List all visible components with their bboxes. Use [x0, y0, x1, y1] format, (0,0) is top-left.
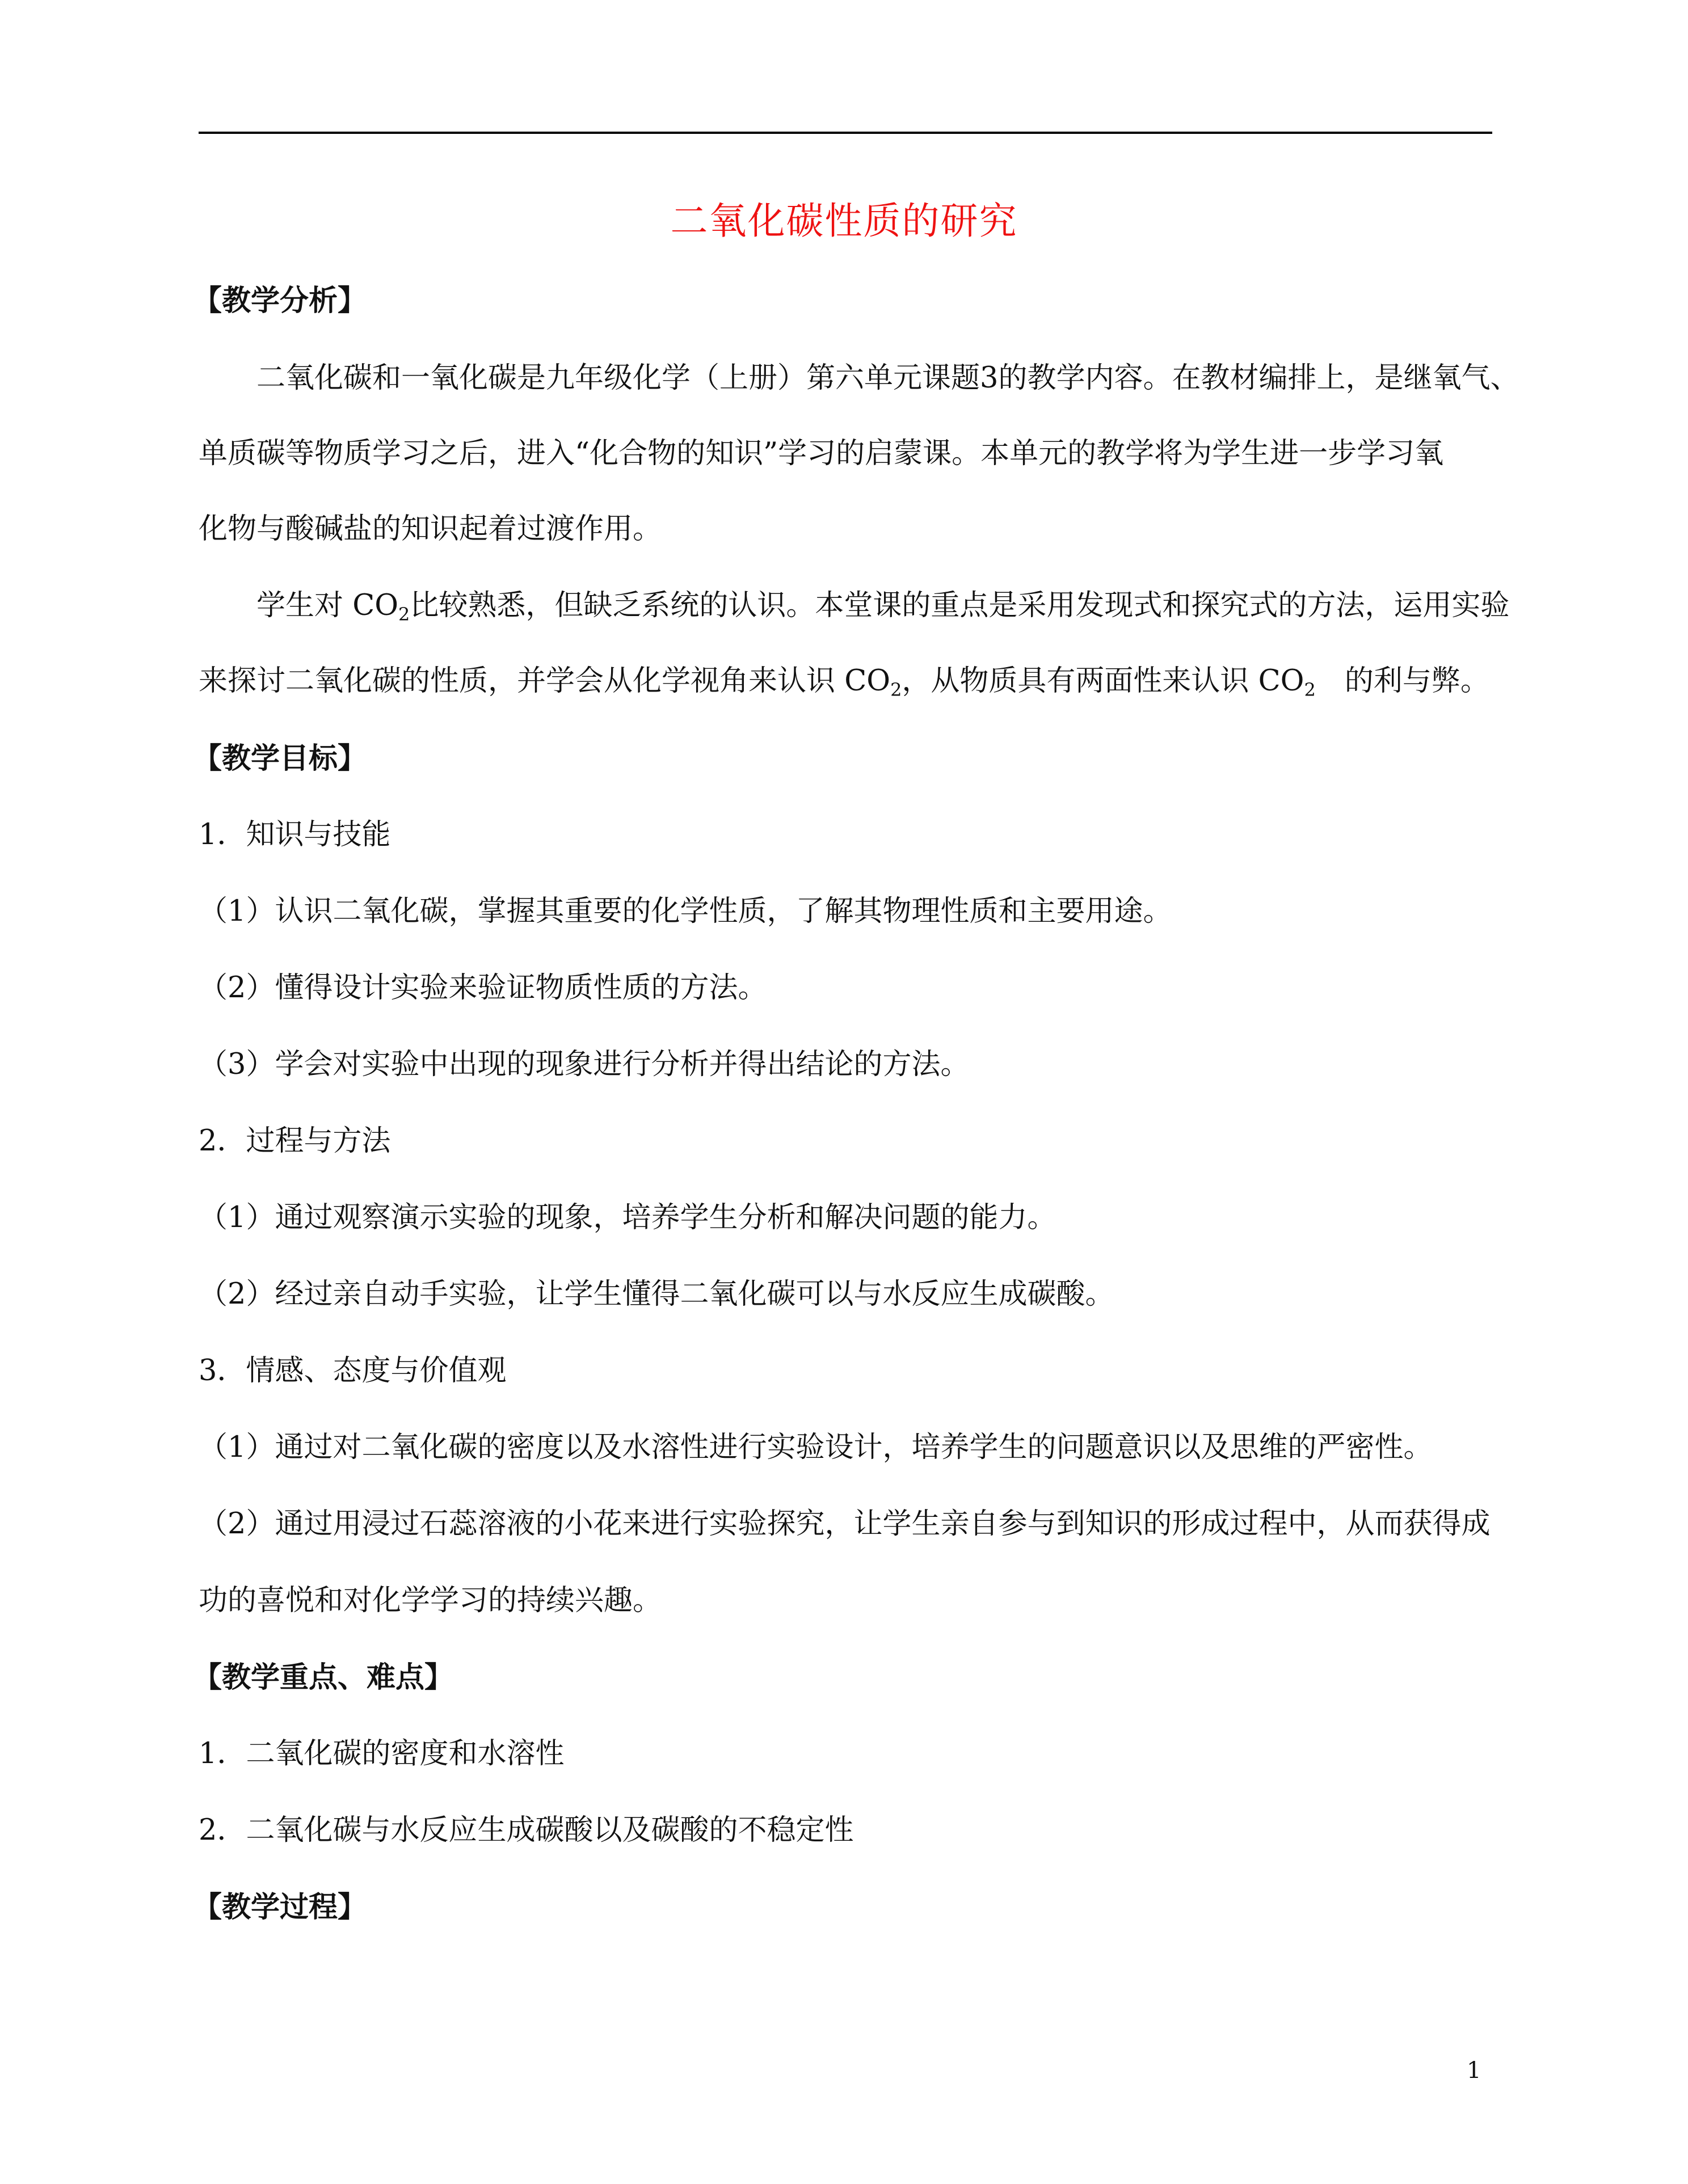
objective-item: 2．过程与方法	[199, 1124, 391, 1158]
objective-item: 3．情感、态度与价值观	[199, 1354, 507, 1388]
objective-item: （2）经过亲自动手实验，让学生懂得二氧化碳可以与水反应生成碳酸。	[199, 1277, 1114, 1311]
text-run: 比较熟悉，但缺乏系统的认识。本堂课的重点是采用发现式和探究式的方法，运用实验	[410, 589, 1510, 622]
objective-item: （2）通过用浸过石蕊溶液的小花来进行实验探究，让学生亲自参与到知识的形成过程中，从而获得成	[199, 1507, 1491, 1541]
objective-item: （1）通过对二氧化碳的密度以及水溶性进行实验设计，培养学生的问题意识以及思维的严密性。	[199, 1431, 1433, 1464]
subscript: 2	[890, 679, 902, 701]
objective-item: 1．知识与技能	[199, 818, 391, 851]
keypoint-item: 1．二氧化碳的密度和水溶性	[199, 1737, 565, 1770]
objective-item: （1）认识二氧化碳，掌握其重要的化学性质，了解其物理性质和主要用途。	[199, 895, 1172, 928]
text-run: 来探讨二氧化碳的性质，并学会从化学视角来认识 CO	[199, 664, 891, 698]
header-rule	[199, 132, 1492, 134]
paragraph-line	[256, 586, 1509, 634]
section-heading-objectives: 【教学目标】	[193, 741, 367, 775]
paragraph-line	[199, 661, 1489, 710]
section-heading-analysis: 【教学分析】	[193, 284, 367, 318]
document-title: 二氧化碳性质的研究	[670, 199, 1018, 243]
section-heading-process: 【教学过程】	[193, 1890, 367, 1924]
text-run: 的利与弊。	[1315, 664, 1489, 698]
objective-item: （2）懂得设计实验来验证物质性质的方法。	[199, 971, 767, 1005]
paragraph-line: 化物与酸碱盐的知识起着过渡作用。	[199, 512, 662, 546]
objective-item: （1）通过观察演示实验的现象，培养学生分析和解决问题的能力。	[199, 1201, 1056, 1234]
text-run: ，从物质具有两面性来认识 CO	[902, 664, 1304, 698]
objective-item: 功的喜悦和对化学学习的持续兴趣。	[199, 1584, 662, 1617]
paragraph-line: 单质碳等物质学习之后，进入“化合物的知识”学习的启蒙课。本单元的教学将为学生进一步学习氧	[199, 437, 1444, 470]
section-heading-keypoints: 【教学重点、难点】	[193, 1660, 454, 1694]
text-run: 学生对 CO	[256, 589, 399, 622]
paragraph-line: 二氧化碳和一氧化碳是九年级化学（上册）第六单元课题3的教学内容。在教材编排上，是继氧气、	[256, 361, 1519, 395]
page-number: 1	[1467, 2057, 1481, 2084]
subscript: 2	[398, 604, 410, 625]
objective-item: （3）学会对实验中出现的现象进行分析并得出结论的方法。	[199, 1048, 970, 1081]
subscript: 2	[1304, 679, 1316, 701]
keypoint-item: 2．二氧化碳与水反应生成碳酸以及碳酸的不稳定性	[199, 1814, 854, 1847]
